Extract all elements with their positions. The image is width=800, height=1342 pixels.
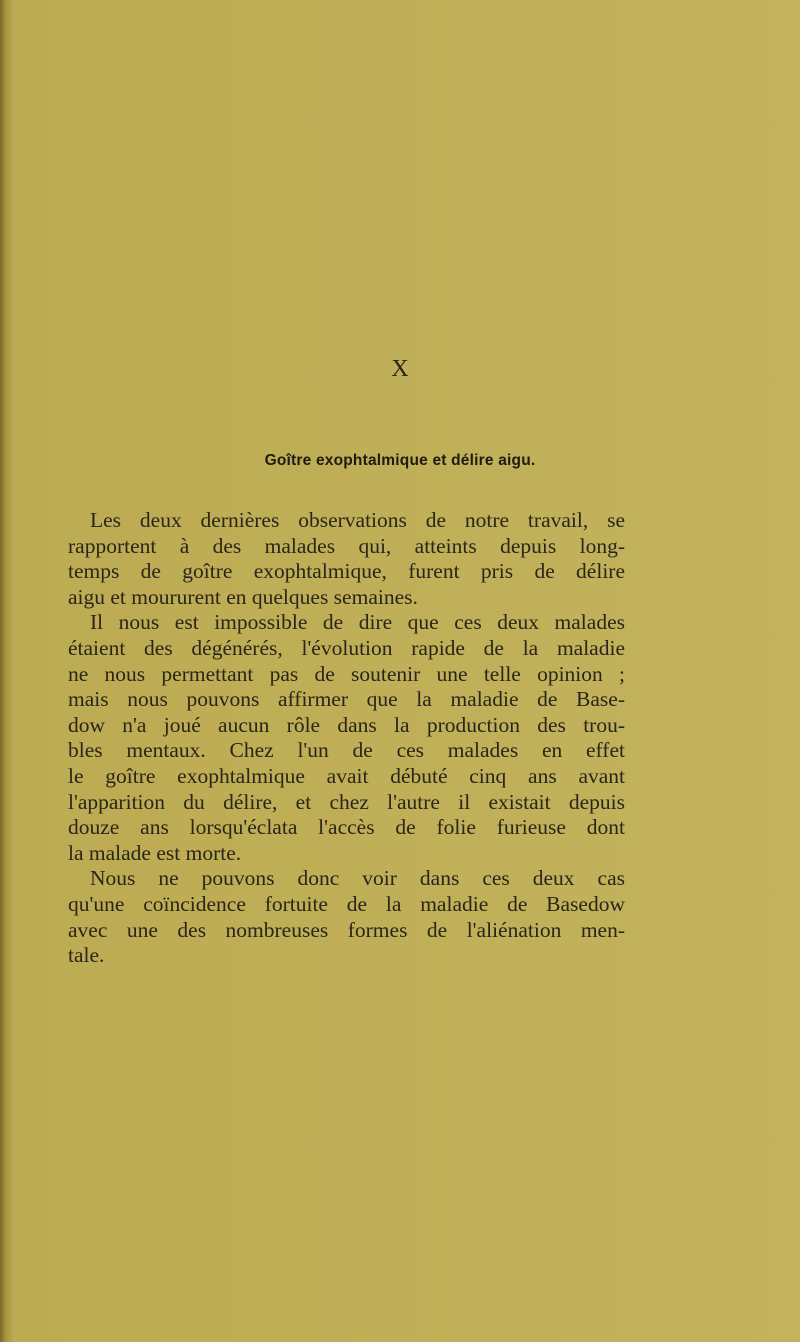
body-text: [68, 508, 625, 969]
text-line: étaient des dégénérés, l'évolution rapide de la maladie: [68, 635, 625, 660]
text-line: qu'une coïncidence fortuite de la maladie de Basedow: [68, 891, 625, 916]
text-line: le goître exophtalmique avait débuté cinq ans avant: [68, 763, 625, 788]
text-line: Les deux dernières observations de notre travail, se: [90, 508, 625, 532]
text-line: avec une des nombreuses formes de l'aliénation men-: [68, 917, 625, 942]
chapter-title: Goître exophtalmique et délire aigu.: [264, 452, 536, 469]
chapter-number: X: [391, 356, 409, 382]
text-line: bles mentaux. Chez l'un de ces malades en effet: [68, 738, 625, 763]
text-line: dow n'a joué aucun rôle dans la production des trou-: [68, 712, 625, 737]
text-line: rapportent à des malades qui, atteints depuis long-: [68, 533, 625, 558]
text-line: temps de goître exophtalmique, furent pris de délire: [68, 559, 625, 584]
text-line: mais nous pouvons affirmer que la maladie de Base-: [68, 687, 625, 712]
text-line: douze ans lorsqu'éclata l'accès de folie furieuse dont: [68, 815, 625, 840]
text-line: la malade est morte.: [68, 840, 242, 865]
text-line: ne nous permettant pas de soutenir une telle opinion ;: [68, 661, 625, 686]
text-line: Nous ne pouvons donc voir dans ces deux cas: [90, 866, 625, 891]
text-line: tale.: [68, 943, 105, 968]
text-line: Il nous est impossible de dire que ces deux malades: [90, 610, 625, 635]
text-line: l'apparition du délire, et chez l'autre il existait depuis: [68, 789, 625, 814]
text-line: aigu et moururent en quelques semaines.: [68, 584, 418, 609]
